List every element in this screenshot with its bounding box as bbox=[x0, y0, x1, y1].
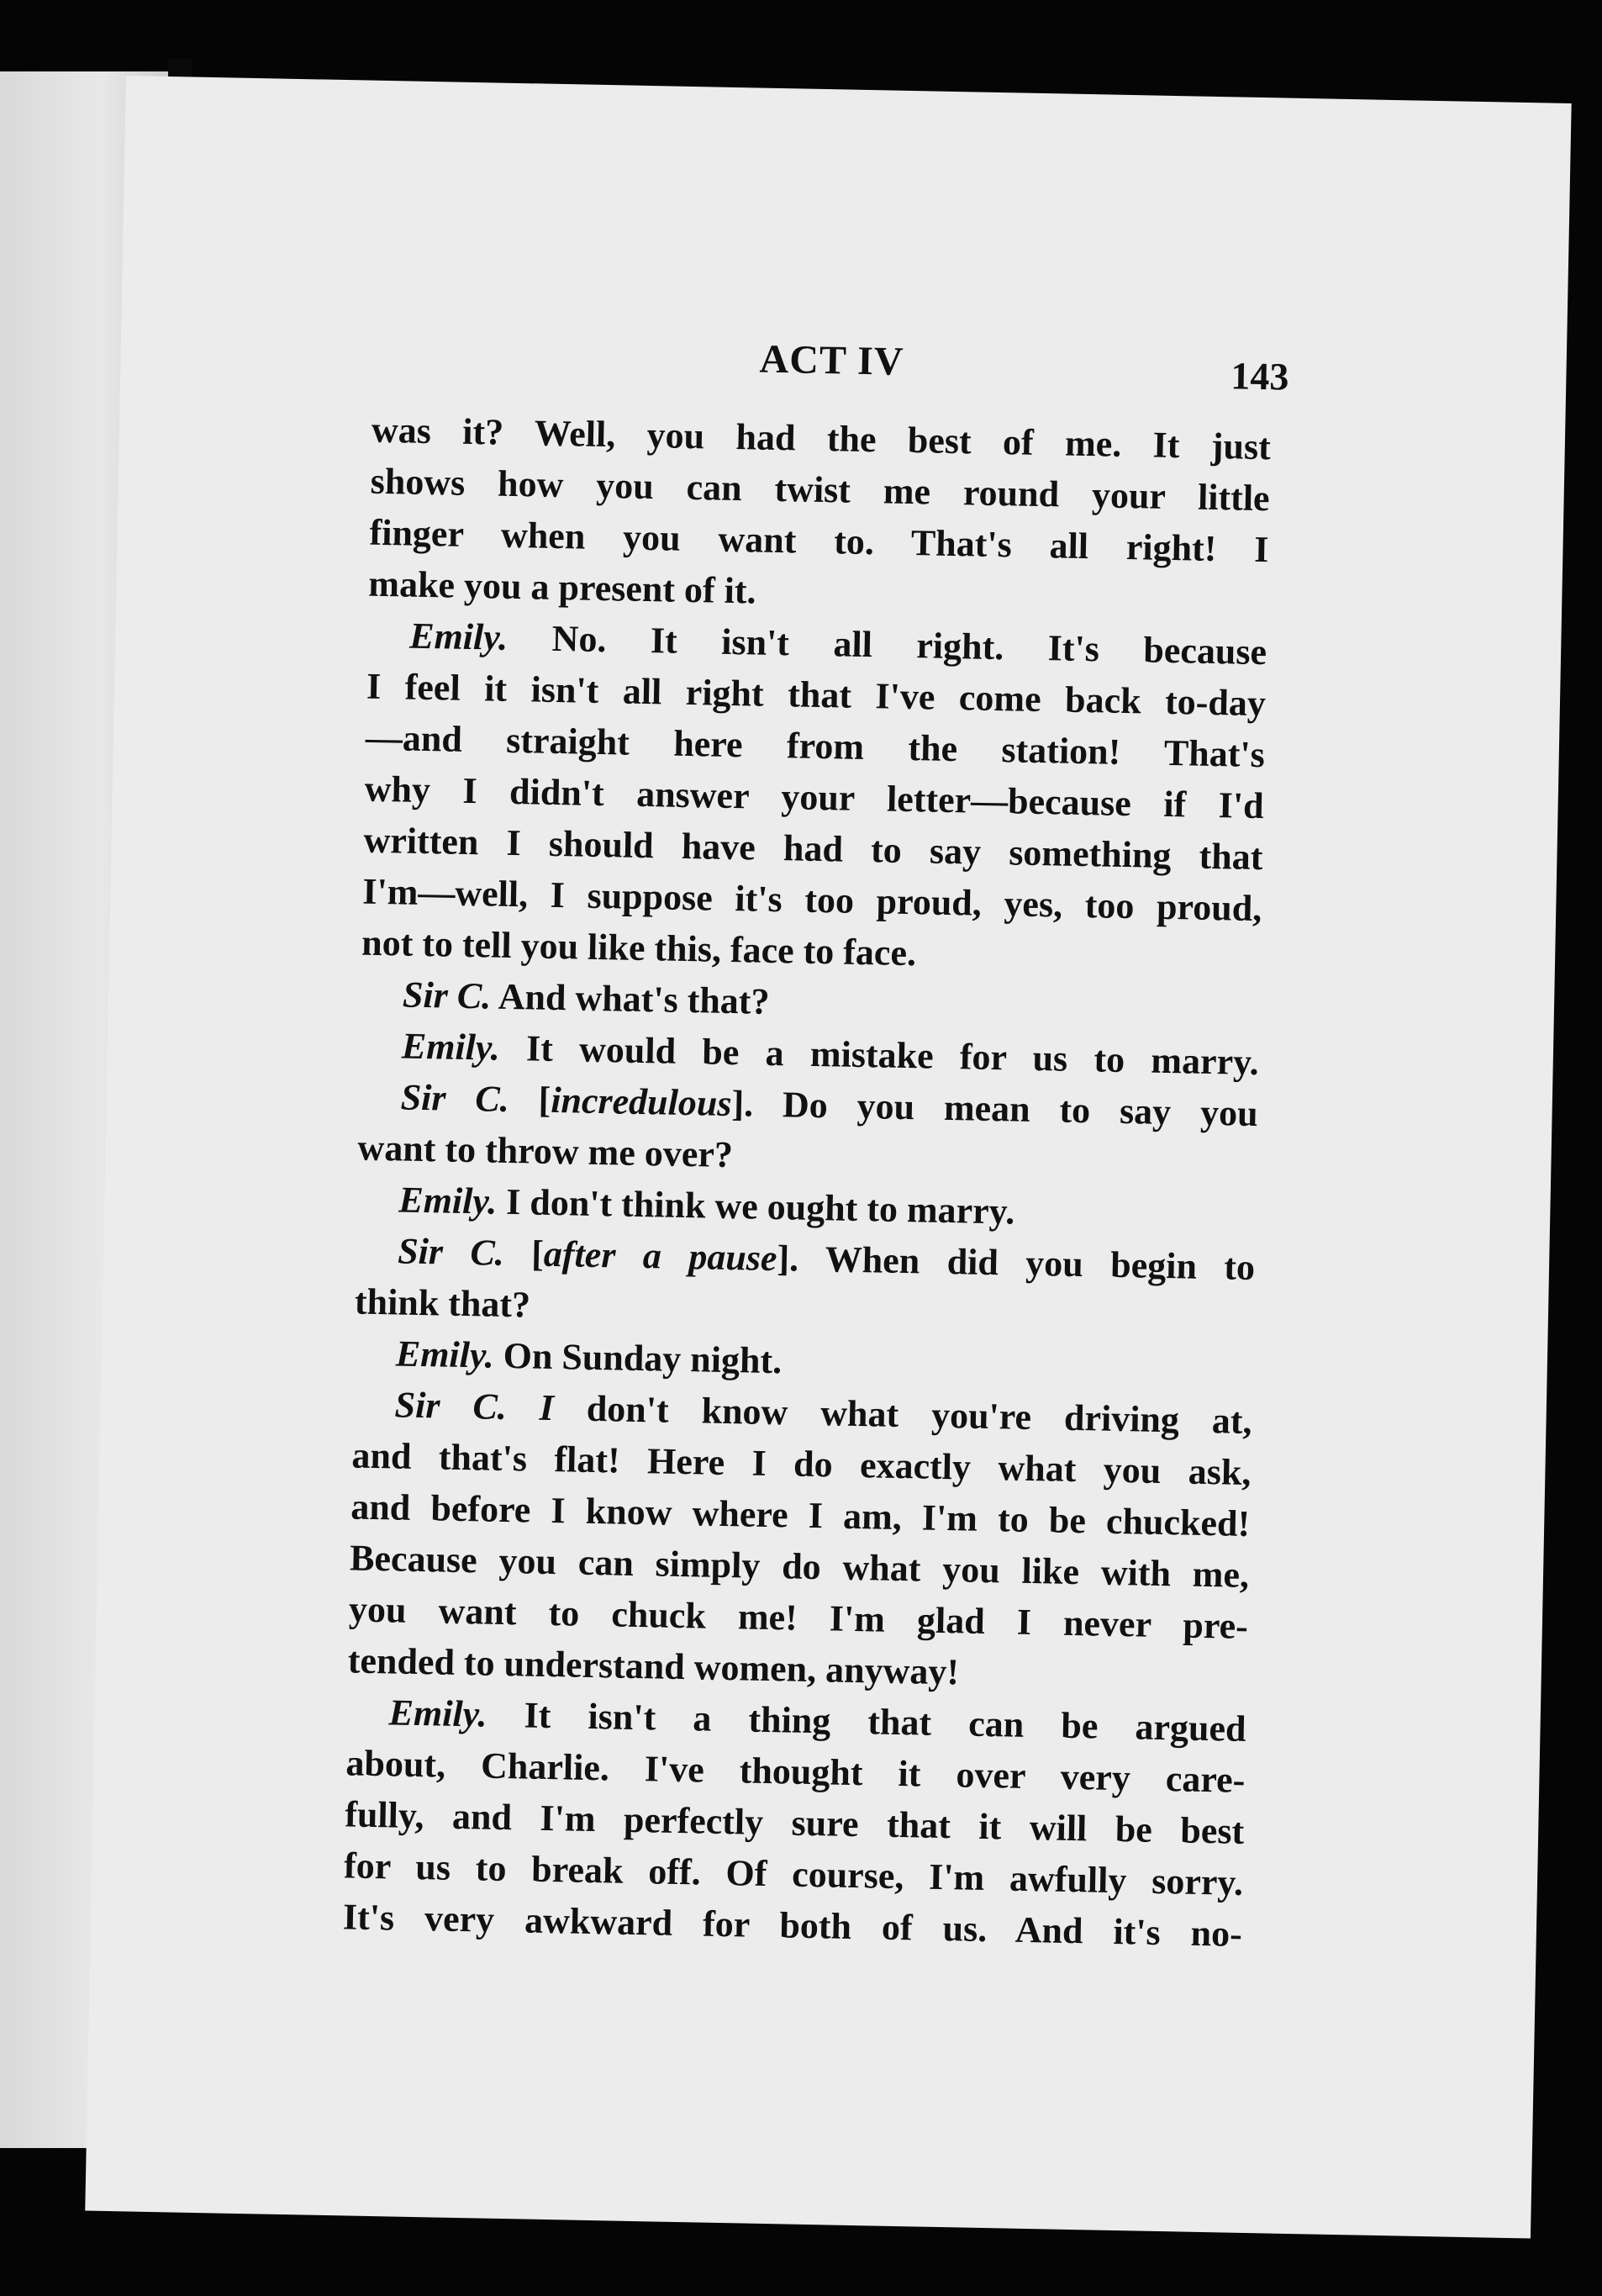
dialogue-text: for us to break off. Of course, I'm awfully sorry. bbox=[343, 1845, 1244, 1903]
dialogue-text: [ bbox=[509, 1078, 551, 1121]
running-title: ACT IV bbox=[759, 336, 904, 384]
dialogue-text: make you a present of it. bbox=[367, 562, 757, 612]
speaker-name: Emily. bbox=[398, 1179, 498, 1222]
dialogue-text: shows how you can twist me round your little bbox=[370, 460, 1271, 520]
dialogue-text: Because you can simply do what you like with me, bbox=[349, 1537, 1250, 1596]
dialogue-text: tended to understand women, anyway! bbox=[347, 1639, 960, 1693]
book-page bbox=[85, 76, 1571, 2239]
speaker-name: Emily. bbox=[395, 1333, 495, 1376]
dialogue-text: why I didn't answer your letter—because if I'd bbox=[364, 768, 1265, 827]
speaker-name: Sir C. bbox=[402, 974, 492, 1017]
dialogue-text: and that's flat! Here I do exactly what you ask, bbox=[351, 1434, 1252, 1493]
dialogue-text bbox=[506, 1386, 540, 1428]
dialogue-text: No. It isn't all right. It's because bbox=[507, 616, 1267, 673]
dialogue-text: And what's that? bbox=[490, 975, 770, 1022]
dialogue-text: was it? Well, you had the best of me. It just bbox=[371, 409, 1272, 468]
dialogue-text: want to throw me over? bbox=[357, 1127, 734, 1176]
speaker-name: Sir C. bbox=[397, 1230, 505, 1274]
dialogue-text: about, Charlie. I've thought it over very care- bbox=[345, 1742, 1246, 1801]
dialogue-text: On Sunday night. bbox=[493, 1334, 783, 1382]
speaker-name: Sir C. bbox=[400, 1076, 510, 1120]
speaker-name: Emily. bbox=[408, 615, 509, 658]
dialogue-text: [ bbox=[503, 1232, 545, 1275]
running-head bbox=[372, 329, 1289, 414]
dialogue-text: I'm—well, I suppose it's too proud, yes, too proud, bbox=[361, 870, 1262, 930]
play-text bbox=[342, 404, 1271, 1960]
dialogue-text: you want to chuck me! I'm glad I never pre- bbox=[348, 1588, 1249, 1647]
dialogue-text: ]. Do you mean to say you bbox=[731, 1083, 1259, 1135]
dialogue-text: I don't think we ought to marry. bbox=[496, 1180, 1015, 1232]
dialogue-text: fully, and I'm perfectly sure that it will be best bbox=[344, 1793, 1245, 1852]
stage-direction: I bbox=[539, 1386, 555, 1429]
dialogue-text: It would be a mistake for us to marry. bbox=[499, 1027, 1260, 1084]
dialogue-text: ]. When did you begin to bbox=[777, 1238, 1256, 1289]
dialogue-text: think that? bbox=[354, 1280, 531, 1326]
dialogue-text: —and straight here from the station! That's bbox=[365, 716, 1266, 776]
dialogue-text: not to tell you like this, face to face. bbox=[361, 921, 917, 974]
dialogue-text: It's very awkward for both of us. And it's no- bbox=[342, 1896, 1243, 1955]
speaker-name: Emily. bbox=[388, 1692, 488, 1735]
dialogue-text: don't know what you're driving at, bbox=[553, 1387, 1252, 1443]
speaker-name: Sir C. bbox=[394, 1384, 508, 1428]
dialogue-text: It isn't a thing that can be argued bbox=[487, 1693, 1246, 1750]
dialogue-text: and before I know where I am, I'm to be chucked! bbox=[350, 1486, 1251, 1544]
page-text-block bbox=[342, 329, 1289, 1960]
stage-direction: after a pause bbox=[543, 1232, 777, 1280]
speaker-name: Emily. bbox=[401, 1025, 501, 1069]
page-number: 143 bbox=[1230, 354, 1289, 399]
dialogue-text: written I should have had to say something that bbox=[363, 819, 1263, 879]
dialogue-text: finger when you want to. That's all right! I bbox=[369, 511, 1269, 571]
stage-direction: incredulous bbox=[550, 1079, 732, 1125]
dialogue-text: I feel it isn't all right that I've come back to-day bbox=[366, 665, 1267, 725]
